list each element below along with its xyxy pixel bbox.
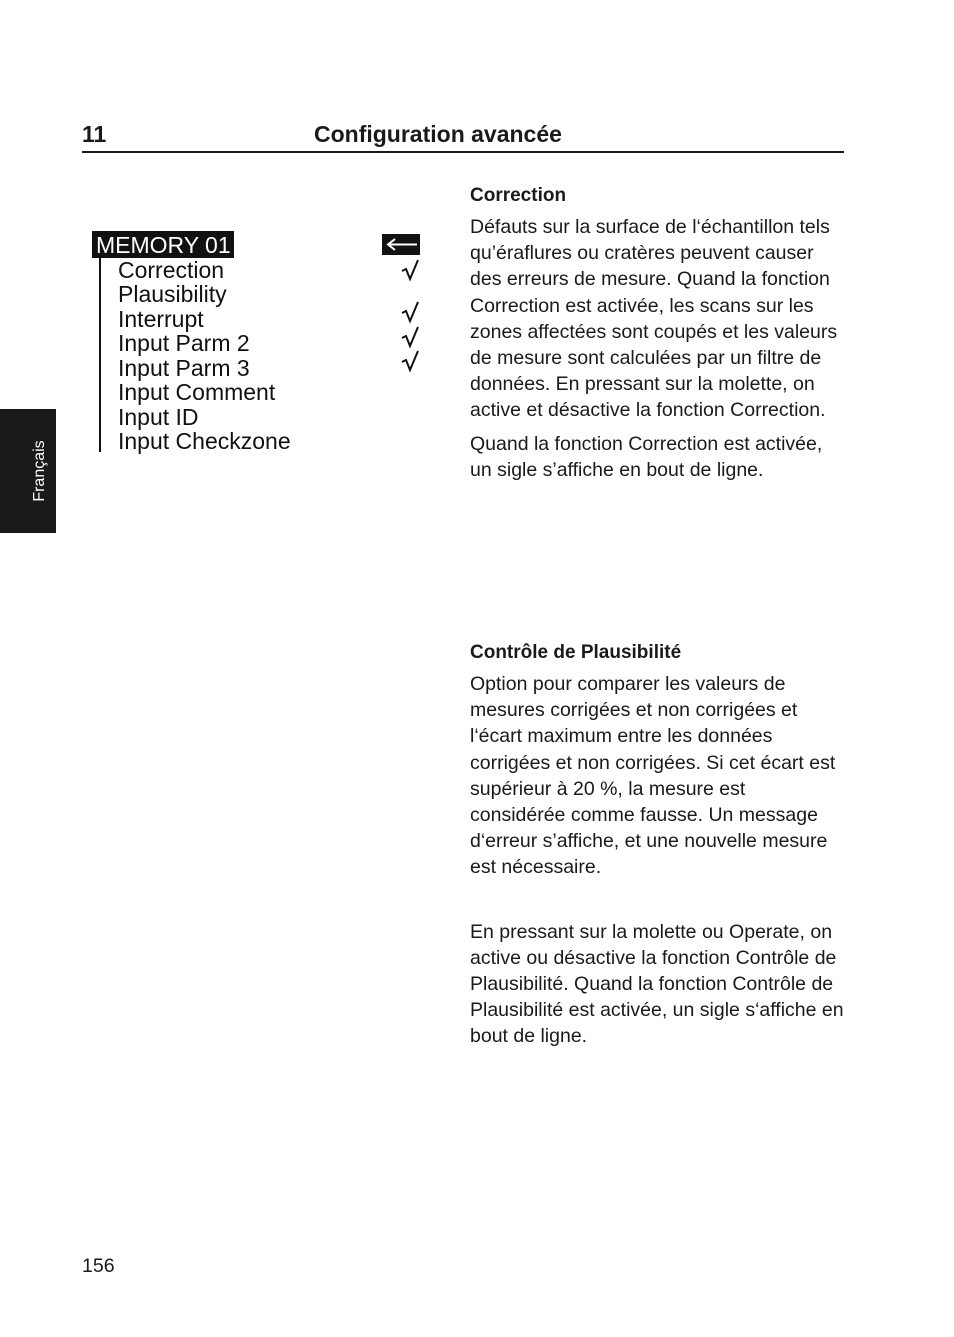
menu-item-input-comment: Input Comment	[118, 379, 276, 405]
left-arrow-icon	[382, 234, 420, 255]
chapter-title: Configuration avancée	[314, 121, 562, 147]
menu-title: MEMORY 01	[92, 231, 234, 258]
plausibility-heading: Contrôle de Plausibilité	[470, 642, 682, 663]
check-mark-icon	[400, 349, 420, 373]
menu-item-plausibility: Plausibility	[118, 281, 227, 307]
menu-item-input-id: Input ID	[118, 404, 199, 430]
menu-item-input-parm-2: Input Parm 2	[118, 330, 250, 356]
chapter-number: 11	[82, 121, 107, 147]
correction-section	[470, 183, 845, 483]
chapter-header	[82, 118, 844, 153]
correction-heading: Correction	[470, 185, 567, 206]
menu-item-interrupt: Interrupt	[118, 306, 204, 332]
menu-tree-line	[99, 258, 101, 452]
menu-item-input-checkzone: Input Checkzone	[118, 428, 291, 454]
language-tab-label: Français	[31, 440, 48, 502]
check-mark-icon	[400, 325, 420, 349]
check-mark-icon	[400, 300, 420, 324]
correction-paragraph: Défauts sur la surface de l‘échantillon tels qu’éraflures ou cratères peuvent causer des erreurs de mesure. Quand la fonction Correction est activée, les scans sur les zones affectées sont coupés et les valeurs de mesure sont calculées par un filtre de données. En pressant sur la molette, on active et désactive la fonction Correction.	[470, 216, 838, 422]
page-number: 156	[82, 1255, 115, 1277]
language-tab	[0, 409, 56, 533]
menu-item-input-parm-3: Input Parm 3	[118, 355, 250, 381]
menu-item-correction: Correction	[118, 257, 225, 283]
plausibility-paragraph: Option pour comparer les valeurs de mesures corrigées et non corrigées et l‘écart maximum entre les données corrigées et non corrigées. Si cet écart est supérieur à 20 %, la mesure est considérée comme fausse. Un message d‘erreur s’affiche, et une nouvelle mesure est nécessaire.	[470, 673, 836, 879]
memory-menu-display	[92, 231, 422, 457]
correction-paragraph: Quand la fonction Correction est activée, un sigle s’affiche en bout de ligne.	[470, 432, 823, 481]
plausibility-section	[470, 640, 845, 1050]
plausibility-paragraph: En pressant sur la molette ou Operate, on active ou désactive la fonction Contrôle de Plausibilité. Quand la fonction Contrôle de Plausibilité est activée, un sigle s‘affiche en bout de ligne.	[470, 920, 844, 1048]
check-mark-icon	[400, 258, 420, 282]
